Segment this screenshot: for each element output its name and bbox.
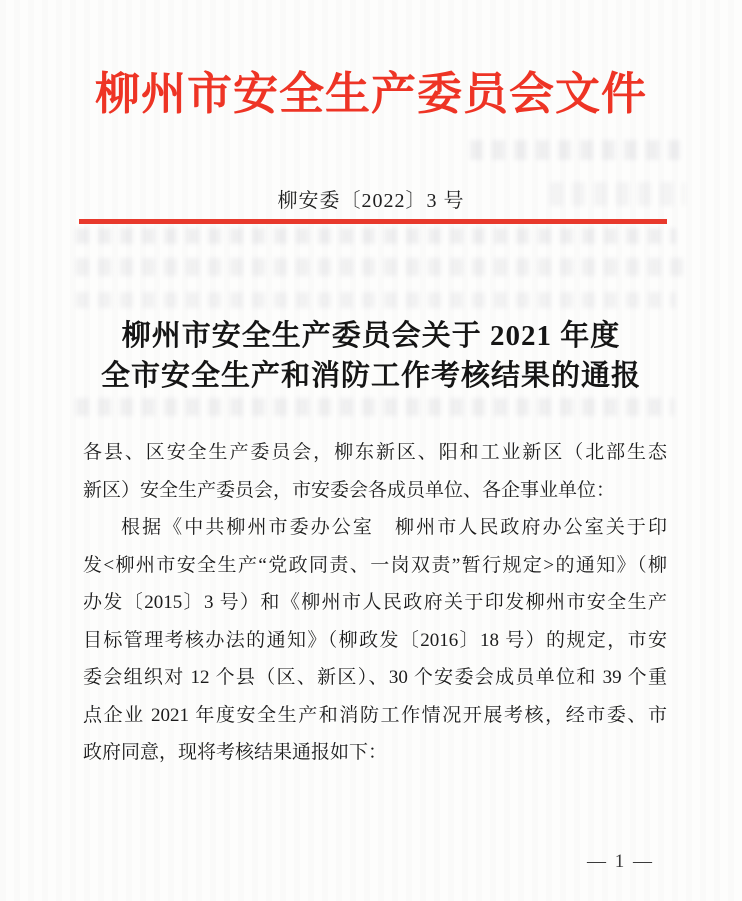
document-title	[0, 316, 742, 396]
body-paragraph	[83, 509, 667, 772]
body-text-line: 委会组织对 12 个县（区、新区）、30 个安委会成员单位和 39 个重	[83, 667, 667, 688]
body-text-line: 目标管理考核办法的通知》（柳政发〔2016〕18 号）的规定，市安	[83, 629, 667, 651]
document-title-line: 柳州市安全生产委员会关于 2021 年度	[121, 320, 621, 352]
body-text-line: 发<柳州市安全生产“党政同责、一岗双责”暂行规定>的通知》（柳	[83, 554, 667, 576]
body-text-line: 根据《中共柳州市委办公室 柳州市人民政府办公室关于印	[121, 517, 667, 538]
page-number: — 1 —	[587, 851, 654, 872]
red-divider-rule	[79, 219, 667, 224]
body-text-line: 政府同意，现将考核结果通报如下：	[83, 742, 388, 763]
body-text-line: 点企业 2021 年度安全生产和消防工作情况开展考核，经市委、市	[83, 704, 667, 726]
bleed-through-artifact	[470, 140, 680, 160]
body-text-line: 办发〔2015〕3 号）和《柳州市人民政府关于印发柳州市安全生产	[83, 592, 667, 613]
bleed-through-artifact	[76, 228, 676, 244]
letterhead-org-title: 柳州市安全生产委员会文件	[94, 69, 647, 119]
bleed-through-artifact	[76, 258, 684, 276]
bleed-through-artifact	[76, 292, 676, 308]
body-text-line: 新区）安全生产委员会，市安委会各成员单位、各企事业单位：	[83, 479, 616, 501]
bleed-through-artifact	[76, 398, 674, 416]
document-body	[83, 434, 667, 772]
body-paragraph	[83, 434, 667, 509]
body-text-line: 各县、区安全生产委员会，柳东新区、阳和工业新区（北部生态	[83, 442, 667, 463]
document-title-line: 全市安全生产和消防工作考核结果的通报	[100, 360, 641, 392]
document-number: 柳安委〔2022〕3 号	[277, 190, 465, 212]
